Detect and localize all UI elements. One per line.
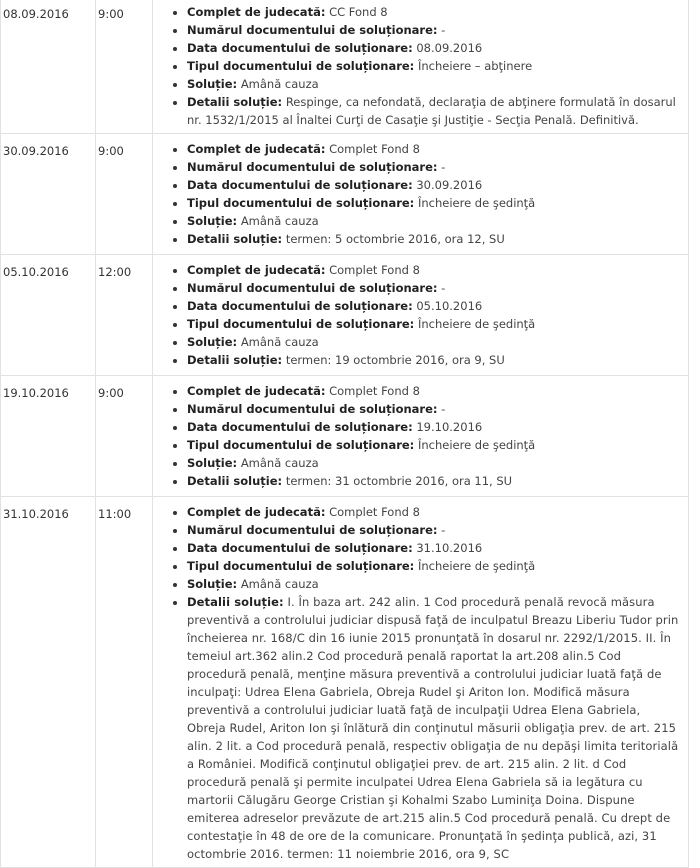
value-detalii: termen: 31 octombrie 2016, ora 11, SU bbox=[285, 474, 513, 488]
value-data: 19.10.2016 bbox=[416, 420, 483, 434]
session-details bbox=[153, 134, 689, 255]
list-item bbox=[187, 158, 680, 176]
label-data: Data documentului de soluționare: bbox=[187, 178, 413, 192]
label-complet: Complet de judecată: bbox=[187, 5, 326, 19]
value-detalii: I. În baza art. 242 alin. 1 Cod procedură penală revocă măsura preventivă a controlului judiciar dispusă faţă de inculpatul Breazu Liberiu Tudor prin încheierea nr. 168/C din 16 iunie 2015 pronunţată în dosarul nr. 2292/1/2015. II. În temeiul art.362 alin.2 Cod procedură penală raportat la art.208 alin.5 Cod procedură penală, menţine măsura preventivă a controlului judiciar luată faţă de inculpaţi: Udrea Elena Gabriela, Obreja Rudel şi Ariton Ion. Modifică măsura preventivă a controlului judiciar luată faţă de inculpaţii Udrea Elena Gabriela, Obreja Rudel, Ariton Ion şi înlătură din conţinutul măsurii obligaţia prev. de art. 215 alin. 2 lit. a Cod procedură penală, respectiv obligaţia de nu depăşi limita teritorială a României. Modifică conţinutul obligaţiei prev. de art. 215 alin. 2 lit. d Cod procedură penală şi permite inculpatei Udrea Elena Gabriela să ia legătura cu martorii Călugăru George Cristian şi Kohalmi Szabo Luminiţa Doina. Dispune emiterea adreselor prevăzute de art.215 alin.5 Cod procedură penală. Cu drept de contestaţie în 48 de ore de la comunicare. Pronunţată în şedinţa publică, azi, 31 octombrie 2016. termen: 11 noiembrie 2016, ora 9, SC bbox=[187, 595, 679, 861]
value-complet: Complet Fond 8 bbox=[329, 384, 420, 398]
label-complet: Complet de judecată: bbox=[187, 142, 326, 156]
value-numar: - bbox=[441, 523, 446, 537]
label-detalii: Detalii soluție: bbox=[187, 95, 283, 109]
label-complet: Complet de judecată: bbox=[187, 263, 326, 277]
session-date: 08.09.2016 bbox=[1, 0, 96, 134]
list-item bbox=[187, 521, 680, 539]
session-time: 9:00 bbox=[96, 376, 153, 497]
list-item bbox=[187, 333, 680, 351]
session-date: 19.10.2016 bbox=[1, 376, 96, 497]
value-numar: - bbox=[441, 160, 446, 174]
list-item bbox=[187, 3, 680, 21]
value-tip: Încheiere de şedinţă bbox=[417, 317, 536, 331]
label-solutie: Soluție: bbox=[187, 456, 238, 470]
label-tip: Tipul documentului de soluționare: bbox=[187, 196, 415, 210]
label-complet: Complet de judecată: bbox=[187, 505, 326, 519]
table-row bbox=[1, 255, 689, 376]
session-date: 30.09.2016 bbox=[1, 134, 96, 255]
label-solutie: Soluție: bbox=[187, 577, 238, 591]
label-tip: Tipul documentului de soluționare: bbox=[187, 317, 415, 331]
value-complet: CC Fond 8 bbox=[329, 5, 388, 19]
value-data: 08.09.2016 bbox=[416, 41, 483, 55]
value-complet: Complet Fond 8 bbox=[329, 505, 420, 519]
details-list bbox=[161, 140, 680, 248]
session-date: 05.10.2016 bbox=[1, 255, 96, 376]
list-item bbox=[187, 557, 680, 575]
value-numar: - bbox=[441, 281, 446, 295]
value-data: 31.10.2016 bbox=[416, 541, 483, 555]
list-item bbox=[187, 140, 680, 158]
label-numar: Numărul documentului de soluționare: bbox=[187, 523, 438, 537]
list-item bbox=[187, 418, 680, 436]
list-item bbox=[187, 230, 680, 248]
label-data: Data documentului de soluționare: bbox=[187, 420, 413, 434]
value-tip: Încheiere de şedinţă bbox=[417, 438, 536, 452]
value-numar: - bbox=[441, 402, 446, 416]
value-complet: Complet Fond 8 bbox=[329, 263, 420, 277]
session-time: 9:00 bbox=[96, 134, 153, 255]
list-item bbox=[187, 93, 680, 129]
label-tip: Tipul documentului de soluționare: bbox=[187, 559, 415, 573]
label-solutie: Soluție: bbox=[187, 335, 238, 349]
value-detalii: termen: 19 octombrie 2016, ora 9, SU bbox=[285, 353, 505, 367]
value-complet: Complet Fond 8 bbox=[329, 142, 420, 156]
list-item bbox=[187, 176, 680, 194]
list-item bbox=[187, 539, 680, 557]
list-item bbox=[187, 297, 680, 315]
value-tip: Încheiere de şedinţă bbox=[417, 196, 536, 210]
list-item bbox=[187, 503, 680, 521]
label-tip: Tipul documentului de soluționare: bbox=[187, 438, 415, 452]
value-solutie: Amână cauza bbox=[240, 577, 319, 591]
value-data: 30.09.2016 bbox=[416, 178, 483, 192]
list-item bbox=[187, 472, 680, 490]
value-detalii: Respinge, ca nefondată, declaraţia de abţinere formulată în dosarul nr. 1532/1/2015 al Înaltei Curţi de Casaţie şi Justiţie - Secţia Penală. Definitivă. bbox=[187, 95, 676, 127]
label-detalii: Detalii soluție: bbox=[187, 232, 283, 246]
table-row bbox=[1, 376, 689, 497]
list-item bbox=[187, 75, 680, 93]
value-tip: Încheiere de şedinţă bbox=[417, 559, 536, 573]
session-details bbox=[153, 255, 689, 376]
details-list bbox=[161, 3, 680, 129]
value-detalii: termen: 5 octombrie 2016, ora 12, SU bbox=[285, 232, 505, 246]
list-item bbox=[187, 194, 680, 212]
value-solutie: Amână cauza bbox=[240, 335, 319, 349]
list-item bbox=[187, 382, 680, 400]
table-row bbox=[1, 497, 689, 868]
session-time: 11:00 bbox=[96, 497, 153, 868]
label-numar: Numărul documentului de soluționare: bbox=[187, 160, 438, 174]
value-solutie: Amână cauza bbox=[240, 214, 319, 228]
list-item bbox=[187, 57, 680, 75]
table-row bbox=[1, 134, 689, 255]
list-item bbox=[187, 454, 680, 472]
list-item bbox=[187, 593, 680, 863]
details-list bbox=[161, 382, 680, 490]
list-item bbox=[187, 436, 680, 454]
value-numar: - bbox=[441, 23, 446, 37]
label-data: Data documentului de soluționare: bbox=[187, 299, 413, 313]
value-solutie: Amână cauza bbox=[240, 77, 319, 91]
list-item bbox=[187, 351, 680, 369]
list-item bbox=[187, 261, 680, 279]
session-details bbox=[153, 497, 689, 868]
label-complet: Complet de judecată: bbox=[187, 384, 326, 398]
session-date: 31.10.2016 bbox=[1, 497, 96, 868]
session-time: 12:00 bbox=[96, 255, 153, 376]
value-data: 05.10.2016 bbox=[416, 299, 483, 313]
label-solutie: Soluție: bbox=[187, 77, 238, 91]
value-tip: Încheiere – abţinere bbox=[417, 59, 533, 73]
label-numar: Numărul documentului de soluționare: bbox=[187, 402, 438, 416]
details-list bbox=[161, 503, 680, 863]
label-data: Data documentului de soluționare: bbox=[187, 541, 413, 555]
value-solutie: Amână cauza bbox=[240, 456, 319, 470]
label-detalii: Detalii soluție: bbox=[187, 595, 284, 609]
label-detalii: Detalii soluție: bbox=[187, 353, 283, 367]
list-item bbox=[187, 39, 680, 57]
label-numar: Numărul documentului de soluționare: bbox=[187, 23, 438, 37]
label-numar: Numărul documentului de soluționare: bbox=[187, 281, 438, 295]
session-time: 9:00 bbox=[96, 0, 153, 134]
label-tip: Tipul documentului de soluționare: bbox=[187, 59, 415, 73]
table-row bbox=[1, 0, 689, 134]
details-list bbox=[161, 261, 680, 369]
list-item bbox=[187, 212, 680, 230]
session-details bbox=[153, 0, 689, 134]
list-item bbox=[187, 315, 680, 333]
label-detalii: Detalii soluție: bbox=[187, 474, 283, 488]
list-item bbox=[187, 400, 680, 418]
session-details bbox=[153, 376, 689, 497]
list-item bbox=[187, 279, 680, 297]
label-data: Data documentului de soluționare: bbox=[187, 41, 413, 55]
list-item bbox=[187, 21, 680, 39]
label-solutie: Soluție: bbox=[187, 214, 238, 228]
list-item bbox=[187, 575, 680, 593]
